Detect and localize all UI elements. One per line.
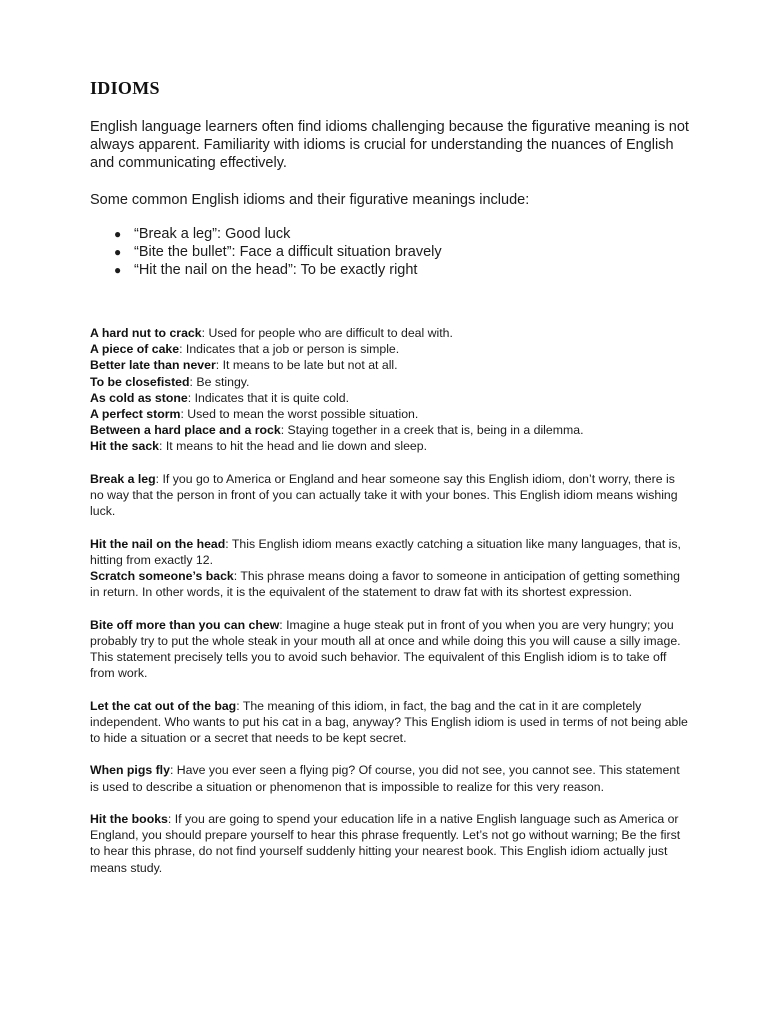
intro-paragraph: English language learners often find idioms challenging because the figurative meaning is not always apparent. Familiarity with idioms is crucial for understanding the nuances of English and communicating effectively. [90, 119, 689, 171]
idiom-bullet-list [90, 225, 690, 279]
spacer [90, 746, 690, 762]
bullet-text: “Hit the nail on the head”: To be exactly right [134, 262, 418, 278]
short-definition [90, 438, 690, 454]
long-definition [90, 811, 690, 876]
short-definition [90, 374, 690, 390]
short-definition [90, 390, 690, 406]
short-definition [90, 422, 690, 438]
idiom-term: Break a leg [90, 471, 156, 486]
idiom-term: When pigs fly [90, 763, 170, 778]
bullet-item [90, 261, 690, 279]
idiom-term: Better late than never [90, 358, 216, 373]
spacer [90, 681, 690, 697]
idiom-meaning: : This phrase means doing a favor to someone in anticipation of getting something in return. In other words, it is the equivalent of the statement to draw fat with its shortest expression. [90, 569, 680, 600]
idiom-meaning: : If you go to America or England and hear someone say this English idiom, don’t worry, there is no way that the person in front of you can actually take it with your bones. This English idiom means wishing luck. [90, 471, 678, 519]
idiom-meaning: : It means to be late but not at all. [215, 358, 398, 373]
long-definition [90, 471, 690, 520]
idiom-term: Bite off more than you can chew [90, 617, 280, 632]
bullet-text: “Break a leg”: Good luck [134, 226, 291, 242]
spacer [90, 519, 690, 535]
short-definition [90, 357, 690, 373]
short-definition [90, 325, 690, 341]
idiom-meaning: : If you are going to spend your education life in a native English language such as America or England, you should prepare yourself to hear this phrase frequently. Let’s not go without warning; Be the first to hear this phrase, do not find yourself suddenly hitting your nearest book. This English idiom actually just means study. [90, 812, 681, 875]
short-definition [90, 341, 690, 357]
bullet-item [90, 243, 690, 261]
bullet-item [90, 225, 690, 243]
idiom-meaning: : This English idiom means exactly catching a situation like many languages, that is, hitting from exactly 12. [90, 536, 681, 567]
page-title: IDIOMS [90, 78, 160, 98]
idiom-meaning: : It means to hit the head and lie down and sleep. [159, 439, 428, 454]
idiom-term: Hit the books [90, 812, 168, 826]
idiom-term: A perfect storm [90, 407, 181, 422]
idiom-term: To be closefisted [90, 374, 190, 389]
idiom-meaning: : The meaning of this idiom, in fact, the bag and the cat in it are completely independent. Who wants to put his cat in a bag, anyway? This English idiom is used in terms of not being able to hide a situation or a secret that needs to be kept secret. [90, 698, 688, 746]
idiom-term: Between a hard place and a rock [90, 423, 281, 438]
idiom-term: A piece of cake [90, 342, 180, 357]
bullet-text: “Bite the bullet”: Face a difficult situation bravely [134, 244, 442, 260]
idiom-term: Let the cat out of the bag [90, 698, 237, 713]
definitions-section [90, 325, 690, 876]
bullet-icon: ● [114, 263, 122, 277]
idiom-meaning: : Indicates that it is quite cold. [187, 390, 350, 405]
idiom-meaning: : Used to mean the worst possible situation. [180, 407, 419, 422]
spacer [90, 795, 690, 811]
idiom-term: Hit the nail on the head [90, 536, 226, 551]
long-definition [90, 536, 690, 568]
short-definition [90, 406, 690, 422]
idiom-term: Scratch someone’s back [90, 569, 234, 584]
long-definition [90, 762, 690, 794]
lead-paragraph: Some common English idioms and their figurative meanings include: [90, 192, 530, 208]
idiom-term: A hard nut to crack [90, 326, 202, 340]
idiom-meaning: : Used for people who are difficult to deal with. [201, 326, 453, 340]
idiom-term: As cold as stone [90, 390, 188, 405]
bullet-icon: ● [114, 245, 122, 259]
idiom-meaning: : Indicates that a job or person is simple. [179, 342, 400, 357]
long-definition [90, 568, 690, 600]
idiom-meaning: : Imagine a huge steak put in front of you when you are very hungry; you probably try to put the whole steak in your mouth all at once and while doing this you will cause a silly image. This statement precisely tells you to avoid such behavior. The equivalent of this English idiom is to take off from work. [90, 617, 681, 681]
idiom-term: Hit the sack [90, 439, 160, 454]
idiom-meaning: : Have you ever seen a flying pig? Of course, you did not see, you cannot see. This statement is used to describe a situation or phenomenon that is impossible to realize for this very reason. [90, 763, 680, 794]
spacer [90, 600, 690, 616]
long-definition [90, 617, 690, 682]
bullet-icon: ● [114, 227, 122, 241]
long-definition [90, 698, 690, 747]
spacer [90, 455, 690, 471]
idiom-meaning: : Be stingy. [189, 374, 250, 389]
idiom-meaning: : Staying together in a creek that is, being in a dilemma. [280, 423, 584, 438]
